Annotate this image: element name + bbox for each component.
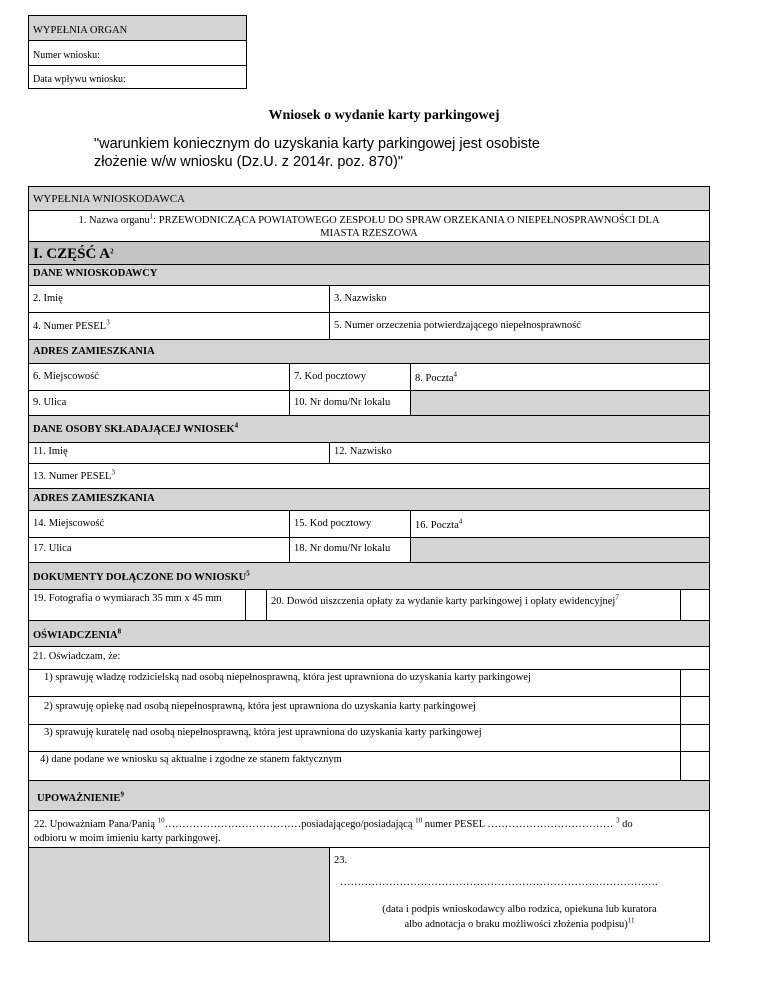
authorization-sup-b: 10: [415, 816, 423, 825]
city-label-2: 14. Miejscowość: [33, 518, 105, 529]
pesel-footnote: 3: [106, 318, 110, 327]
organ-name-row: [28, 210, 710, 242]
authorization-text-b: …………………………………posiadającego/posiadającą: [164, 819, 416, 830]
applicant-fill-header: [28, 186, 710, 211]
part-a-header: [28, 241, 710, 265]
empty-gray-cell-2: [410, 537, 710, 563]
first-name-label: 2. Imię: [33, 293, 63, 304]
submitter-data-footnote: 4: [234, 421, 239, 430]
address-header-2: [28, 488, 710, 511]
documents-footnote: 5: [246, 569, 250, 578]
signature-caption-2-text: albo adnotacja o braku możliwości złożenia podpisu): [404, 919, 628, 930]
payment-proof-text: 20. Dowód uiszczenia opłaty za wydanie karty parkingowej i opłaty ewidencyjnej: [271, 596, 616, 607]
address-header-1: [28, 339, 710, 364]
authorization-text-c: numer PESEL ………………………………: [422, 819, 616, 830]
applicant-data-header: [28, 264, 710, 286]
notice-line-2: złożenie w/w wniosku (Dz.U. z 2014r. poz. 870)": [94, 154, 403, 170]
disability-certificate-label: 5. Numer orzeczenia potwierdzającego niepełnosprawność: [334, 320, 581, 331]
submitter-last-name-label: 12. Nazwisko: [334, 446, 392, 457]
signature-caption-1: (data i podpis wnioskodawcy albo rodzica, opiekuna lub kuratora: [382, 904, 657, 915]
post-office-field-1[interactable]: [410, 363, 710, 391]
application-number-field[interactable]: [28, 40, 247, 66]
postal-code-label-2: 15. Kod pocztowy: [294, 518, 372, 529]
payment-proof-footnote: 7: [615, 593, 619, 602]
address-header-1-text: ADRES ZAMIESZKANIA: [33, 346, 155, 357]
signature-caption-footnote: 11: [627, 916, 635, 925]
authorization-text-line-2: odbioru w moim imieniu karty parkingowej.: [34, 833, 221, 845]
post-office-label-2: 16. Poczta: [415, 520, 459, 531]
photo-checkbox[interactable]: [245, 589, 267, 621]
submitter-data-header: [28, 415, 710, 443]
documents-header-text: DOKUMENTY DOŁĄCZONE DO WNIOSKU: [33, 572, 247, 583]
photo-document-label: 19. Fotografia o wymiarach 35 mm x 45 mm: [33, 593, 222, 604]
submitter-pesel-footnote: 3: [111, 468, 115, 477]
statements-header: [28, 620, 710, 647]
street-label-2: 17. Ulica: [33, 543, 72, 554]
organ-header-text: WYPEŁNIA ORGAN: [33, 25, 128, 36]
organ-name-line-2: MIASTA RZESZOWA: [320, 227, 418, 239]
statement-text-1: 1) sprawuję władzę rodzicielską nad osobą niepełnosprawną, która jest uprawniona do uzyskania karty parkingowej: [44, 672, 531, 683]
postal-code-label-1: 7. Kod pocztowy: [294, 371, 367, 382]
street-field-1[interactable]: [28, 390, 290, 416]
statements-header-text: OŚWIADCZENIA: [33, 630, 118, 641]
pesel-label: 4. Numer PESEL: [33, 321, 107, 332]
authorization-header-text: UPOWAŻNIENIE: [37, 793, 121, 804]
signature-gray-block: [28, 847, 330, 942]
postal-code-field-1[interactable]: [289, 363, 411, 391]
address-header-2-text: ADRES ZAMIESZKANIA: [33, 493, 155, 504]
street-field-2[interactable]: [28, 537, 290, 563]
city-label-1: 6. Miejscowość: [33, 371, 99, 382]
submitter-first-name-label: 11. Imię: [33, 446, 68, 457]
city-field-1[interactable]: [28, 363, 290, 391]
submitter-first-name-field[interactable]: [28, 442, 330, 464]
receipt-date-label: Data wpływu wniosku:: [33, 74, 126, 85]
statements-intro: 21. Oświadczam, że:: [33, 651, 121, 662]
house-number-label-2: 18. Nr domu/Nr lokalu: [294, 543, 391, 554]
submitter-pesel-field[interactable]: [28, 463, 710, 489]
applicant-fill-header-text: WYPEŁNIA WNIOSKODAWCA: [33, 193, 185, 205]
signature-number: 23.: [334, 855, 348, 866]
organ-name-prefix: 1. Nazwa organu: [78, 215, 150, 226]
authorization-sup-c: 3: [616, 816, 620, 825]
statement-checkbox-4[interactable]: [680, 751, 710, 781]
submitter-last-name-field[interactable]: [329, 442, 710, 464]
statement-text-4: 4) dane podane we wniosku są aktualne i zgodne ze stanem faktycznym: [40, 754, 342, 765]
house-number-field-1[interactable]: [289, 390, 411, 416]
signature-caption-2: [329, 916, 710, 930]
authorization-text-a: 22. Upoważniam Pana/Panią: [34, 819, 158, 830]
application-number-label: Numer wniosku:: [33, 50, 100, 61]
statements-intro-row: [28, 646, 710, 670]
empty-gray-cell-1: [410, 390, 710, 416]
notice-line-1: "warunkiem koniecznym do uzyskania karty parkingowej jest osobiste: [94, 136, 540, 152]
city-field-2[interactable]: [28, 510, 290, 538]
post-office-footnote-2: 4: [458, 517, 463, 526]
post-office-footnote-1: 4: [453, 370, 457, 379]
statement-text-3: 3) sprawuję kuratelę nad osobą niepełnosprawną, która jest uprawniona do uzyskania karty parkingowej: [44, 727, 482, 738]
street-label-1: 9. Ulica: [33, 397, 67, 408]
authorization-text-row[interactable]: [28, 810, 710, 848]
submitter-pesel-label: 13. Numer PESEL: [33, 471, 112, 482]
form-title: Wniosek o wydanie karty parkingowej: [268, 108, 500, 123]
authorization-sup-a: 10: [157, 816, 165, 825]
part-a-label: I. CZĘŚĆ A: [33, 246, 111, 262]
statement-text-2: 2) sprawuję opiekę nad osobą niepełnosprawną, która jest uprawniona do uzyskania karty parkingowej: [44, 701, 476, 712]
organ-name-footnote: 1: [149, 212, 154, 221]
house-number-label-1: 10. Nr domu/Nr lokalu: [294, 397, 391, 408]
disability-certificate-field[interactable]: [329, 312, 710, 340]
part-a-footnote: 2: [110, 247, 114, 256]
applicant-data-header-text: DANE WNIOSKODAWCY: [33, 268, 158, 279]
signature-dotted-line: ……………………………………………………………………………….: [340, 877, 658, 888]
authorization-header: [28, 780, 710, 811]
last-name-label: 3. Nazwisko: [334, 293, 387, 304]
statement-checkbox-1[interactable]: [680, 669, 710, 697]
last-name-field[interactable]: [329, 285, 710, 313]
payment-proof-label: [271, 593, 619, 607]
statement-checkbox-2[interactable]: [680, 696, 710, 725]
post-office-label-1: 8. Poczta: [415, 373, 454, 384]
payment-proof-checkbox[interactable]: [680, 589, 710, 621]
first-name-field[interactable]: [28, 285, 330, 313]
pesel-field[interactable]: [28, 312, 330, 340]
statement-checkbox-3[interactable]: [680, 724, 710, 752]
post-office-field-2[interactable]: [410, 510, 710, 538]
house-number-field-2[interactable]: [289, 537, 411, 563]
submitter-data-header-text: DANE OSOBY SKŁADAJĄCEJ WNIOSEK: [33, 424, 235, 435]
documents-header: [28, 562, 710, 590]
authorization-footnote: 9: [120, 790, 124, 799]
postal-code-field-2[interactable]: [289, 510, 411, 538]
statements-footnote: 8: [117, 627, 122, 636]
organ-header: [28, 15, 247, 41]
authorization-text-d: do: [619, 819, 633, 830]
receipt-date-field[interactable]: [28, 65, 247, 89]
organ-name-line-1: : PRZEWODNICZĄCA POWIATOWEGO ZESPOŁU DO SPRAW ORZEKANIA O NIEPEŁNOSPRAWNOŚCI DLA: [153, 215, 660, 226]
